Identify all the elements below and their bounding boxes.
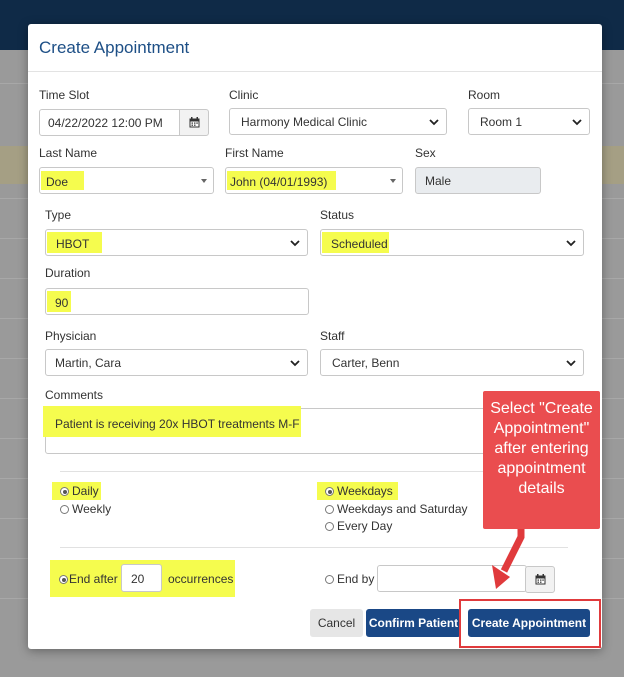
room-label: Room bbox=[468, 88, 501, 102]
duration-value: 90 bbox=[55, 296, 69, 310]
chevron-down-icon bbox=[289, 237, 301, 249]
first-name-combobox[interactable] bbox=[225, 167, 403, 194]
chevron-down-icon bbox=[289, 357, 301, 369]
weekdays-and-saturday-radio[interactable] bbox=[325, 502, 468, 516]
occurrences-label: occurrences bbox=[168, 572, 234, 586]
clinic-select[interactable] bbox=[229, 108, 447, 135]
type-label: Type bbox=[45, 208, 72, 222]
weekdays-and-saturday-label: Weekdays and Saturday bbox=[337, 502, 468, 516]
occurrences-input[interactable] bbox=[121, 564, 162, 592]
duration-label: Duration bbox=[45, 266, 91, 280]
first-name-value: John (04/01/1993) bbox=[230, 175, 328, 189]
chevron-down-icon bbox=[571, 116, 583, 128]
staff-select[interactable] bbox=[320, 349, 584, 376]
time-slot-input[interactable] bbox=[39, 109, 190, 136]
physician-value: Martin, Cara bbox=[55, 356, 122, 370]
weekly-label: Weekly bbox=[72, 502, 112, 516]
staff-label: Staff bbox=[320, 329, 345, 343]
sex-field bbox=[415, 167, 541, 194]
create-appointment-button[interactable]: Create Appointment bbox=[468, 609, 590, 637]
dialog-header bbox=[28, 24, 602, 72]
confirm-patient-button[interactable]: Confirm Patient bbox=[366, 609, 461, 637]
radio-icon bbox=[60, 505, 69, 514]
staff-value: Carter, Benn bbox=[332, 356, 400, 370]
annotation-arrow bbox=[490, 525, 530, 595]
weekly-radio[interactable] bbox=[60, 502, 111, 516]
chevron-down-icon bbox=[428, 116, 440, 128]
room-value: Room 1 bbox=[480, 115, 523, 129]
end-by-radio[interactable] bbox=[325, 572, 374, 586]
time-slot-calendar-button[interactable] bbox=[179, 109, 209, 136]
radio-icon bbox=[325, 505, 334, 514]
type-value: HBOT bbox=[56, 237, 90, 251]
status-value: Scheduled bbox=[331, 237, 388, 251]
end-after-label: End after bbox=[69, 572, 118, 586]
sex-value: Male bbox=[425, 174, 452, 188]
daily-label: Daily bbox=[72, 484, 99, 498]
annotation-callout: Select "Create Appointment" after entering appointment details bbox=[483, 391, 600, 529]
radio-selected-icon bbox=[59, 575, 68, 584]
cancel-button[interactable]: Cancel bbox=[310, 609, 363, 637]
every-day-radio[interactable] bbox=[325, 519, 392, 533]
every-day-label: Every Day bbox=[337, 519, 393, 533]
sex-label: Sex bbox=[415, 146, 436, 160]
caret-down-icon bbox=[201, 179, 207, 183]
occurrences-value: 20 bbox=[131, 572, 145, 586]
annotation-highlight-box bbox=[459, 599, 601, 648]
physician-select[interactable] bbox=[45, 349, 308, 376]
clinic-label: Clinic bbox=[229, 88, 259, 102]
clinic-value: Harmony Medical Clinic bbox=[241, 115, 368, 129]
chevron-down-icon bbox=[565, 237, 577, 249]
radio-selected-icon bbox=[60, 487, 69, 496]
dialog-title: Create Appointment bbox=[39, 38, 190, 57]
caret-down-icon bbox=[390, 179, 396, 183]
radio-icon bbox=[325, 522, 334, 531]
last-name-label: Last Name bbox=[39, 146, 98, 160]
last-name-combobox[interactable] bbox=[39, 167, 214, 194]
comments-value: Patient is receiving 20x HBOT treatments M-F bbox=[55, 417, 300, 431]
chevron-down-icon bbox=[565, 357, 577, 369]
status-select[interactable] bbox=[320, 229, 584, 256]
end-by-label: End by bbox=[337, 572, 375, 586]
weekdays-radio[interactable] bbox=[325, 484, 393, 498]
radio-selected-icon bbox=[325, 487, 334, 496]
calendar-icon bbox=[535, 574, 546, 585]
end-after-radio[interactable] bbox=[59, 572, 118, 586]
calendar-icon bbox=[189, 117, 200, 128]
type-select[interactable] bbox=[45, 229, 308, 256]
first-name-label: First Name bbox=[225, 146, 284, 160]
last-name-value: Doe bbox=[46, 175, 69, 189]
weekdays-label: Weekdays bbox=[337, 484, 393, 498]
daily-radio[interactable] bbox=[60, 484, 99, 498]
room-select[interactable] bbox=[468, 108, 590, 135]
physician-label: Physician bbox=[45, 329, 97, 343]
status-label: Status bbox=[320, 208, 355, 222]
radio-icon bbox=[325, 575, 334, 584]
time-slot-label: Time Slot bbox=[39, 88, 90, 102]
duration-input[interactable] bbox=[45, 288, 309, 315]
time-slot-value: 04/22/2022 12:00 PM bbox=[48, 116, 163, 130]
comments-label: Comments bbox=[45, 388, 104, 402]
